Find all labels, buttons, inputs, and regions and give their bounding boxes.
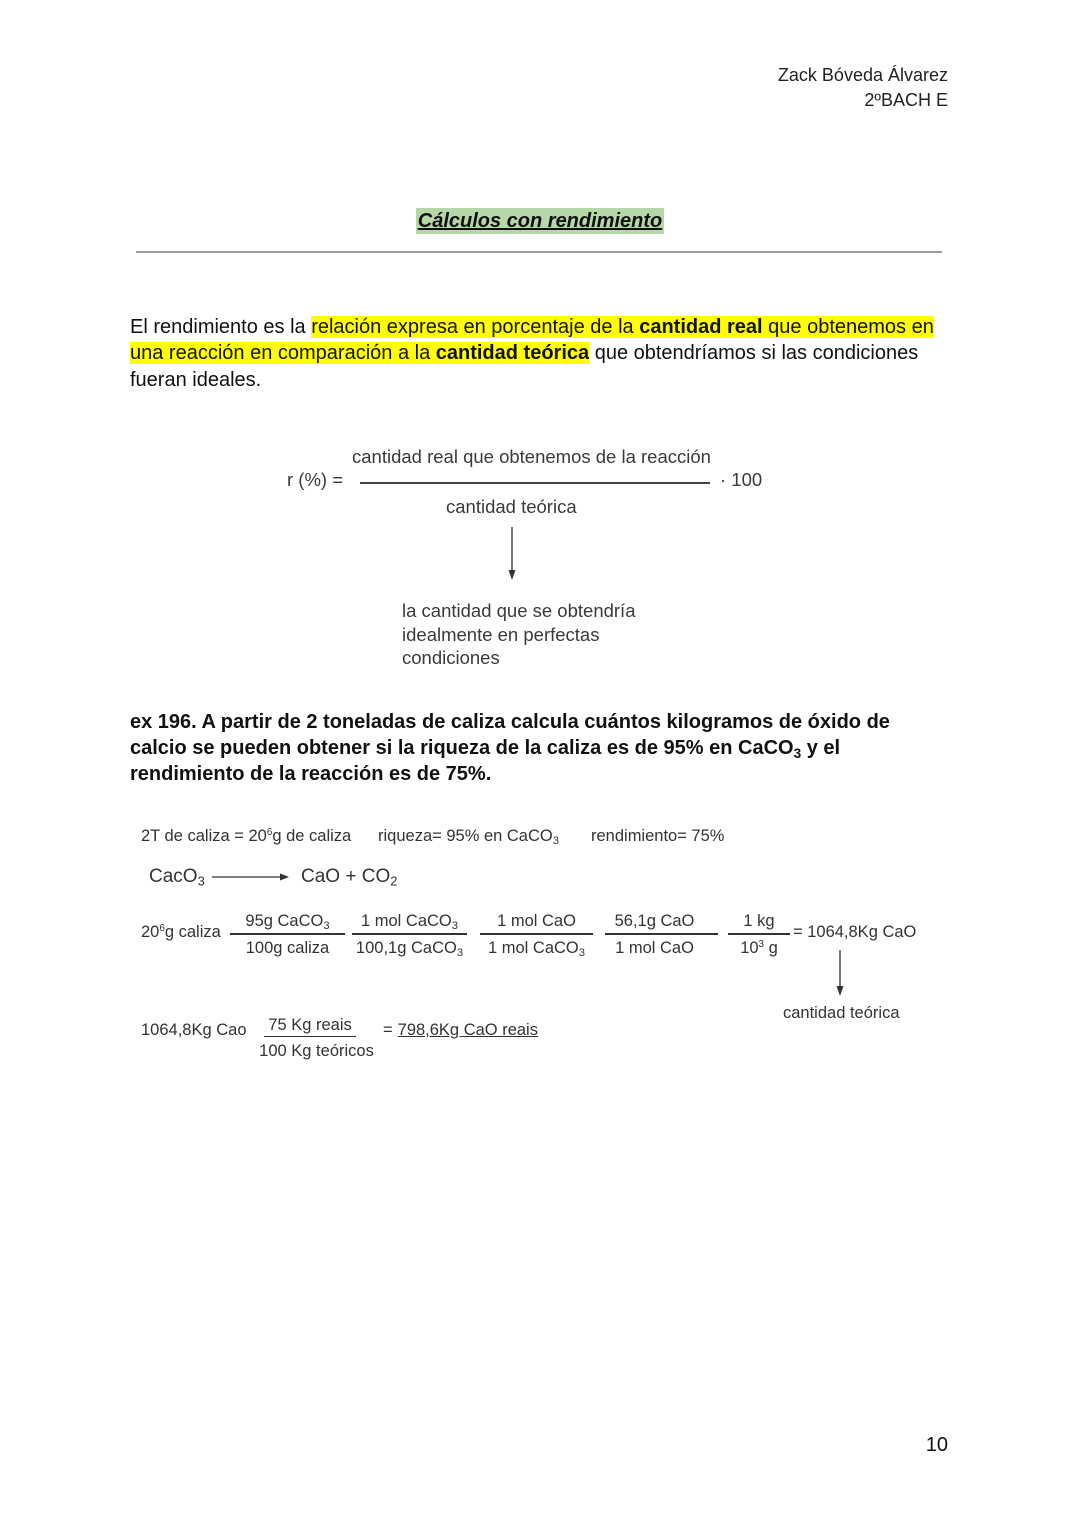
- reaction-reactant: [149, 865, 205, 889]
- factor-denominator-subscript: 3: [578, 946, 586, 959]
- factor-denominator: [728, 937, 790, 959]
- formula-lhs: r (%) =: [287, 469, 344, 490]
- formula-factor: · 100: [720, 469, 763, 490]
- factor-denominator-subscript: 3: [456, 946, 464, 959]
- chain-start-exponent: 6: [159, 923, 165, 935]
- formula-arrow-icon: [509, 527, 516, 580]
- reactant-subscript: 3: [197, 873, 205, 889]
- factor-numerator: 1 mol CaO: [497, 912, 576, 930]
- reaction-products: [301, 865, 397, 889]
- factor-numerator-text: 1 mol CaCO: [360, 912, 452, 930]
- page-number: 10: [925, 1434, 948, 1456]
- theoretical-arrow-icon: [837, 950, 844, 996]
- factor-numerator: [352, 910, 467, 932]
- factor-numerator-text: 95g CaCO: [245, 912, 324, 930]
- definition-highlight-a: relación expresa en porcentaje de la: [311, 316, 640, 338]
- reaction-arrow-icon: [212, 874, 289, 881]
- conversion-factor-molar-mass-caco3: [352, 910, 467, 959]
- factor-denominator: [352, 937, 467, 959]
- definition-line-3: [130, 367, 261, 393]
- factor-numerator: 56,1g CaO: [614, 912, 695, 930]
- conversion-factor-purity: [230, 910, 345, 959]
- exercise-line-2: [130, 735, 840, 761]
- author-name: Zack Bóveda Álvarez: [777, 65, 948, 85]
- conversion-factor-molar-mass-cao: [605, 910, 718, 959]
- factor-denominator: 100g caliza: [245, 938, 330, 957]
- given-mass: [141, 825, 351, 847]
- chain-start-value: 20: [141, 923, 160, 941]
- conversion-factor-stoichiometry: [480, 910, 593, 959]
- factor-denominator: [480, 937, 593, 959]
- factor-bar: [480, 933, 593, 935]
- factor-denominator-text: 1 mol CaCO: [487, 938, 579, 957]
- title-divider: [136, 251, 942, 253]
- products-subscript: 2: [390, 873, 398, 889]
- factor-denominator-unit: g: [764, 938, 778, 957]
- factor-numerator-subscript: 3: [451, 920, 459, 933]
- factor-denominator-text: 100,1g CaCO: [355, 938, 457, 957]
- factor-numerator-subscript: 3: [323, 920, 330, 933]
- factor-denominator-exponent: 3: [758, 938, 765, 950]
- exercise-line-1: ex 196. A partir de 2 toneladas de caliza calcula cuántos kilogramos de óxido de: [130, 711, 890, 733]
- products-formula: CaO + CO: [301, 866, 391, 887]
- definition-line-2: [130, 340, 918, 366]
- definition-intro: El rendimiento es la: [130, 316, 312, 338]
- yield-equals: =: [383, 1021, 393, 1039]
- yield-numerator: 75 Kg reais: [264, 1014, 356, 1037]
- definition-keyword-theoretical: cantidad teórica: [435, 342, 590, 364]
- factor-bar: [230, 933, 345, 935]
- formula-note-line-3: condiciones: [402, 647, 500, 668]
- factor-denominator-text: 10: [740, 938, 759, 957]
- yield-denominator: 100 Kg teóricos: [259, 1042, 374, 1060]
- definition-highlight-b: que obtenemos en: [762, 316, 934, 338]
- formula-denominator: cantidad teórica: [446, 496, 577, 517]
- definition-keyword-real: cantidad real: [639, 316, 763, 338]
- page-title: Cálculos con rendimiento: [417, 210, 663, 232]
- formula-note-line-2: idealmente en perfectas: [402, 624, 600, 645]
- conversion-factor-kg: [728, 910, 790, 959]
- chain-start: [141, 921, 221, 943]
- given-purity-subscript: 3: [552, 835, 559, 848]
- factor-denominator: 1 mol CaO: [615, 938, 694, 957]
- exercise-line-3: rendimiento de la reacción es de 75%.: [130, 763, 492, 785]
- given-purity: [378, 825, 559, 847]
- factor-bar: [352, 933, 467, 935]
- yield-start: 1064,8Kg Cao: [141, 1021, 247, 1039]
- exercise-line-2-text: calcio se pueden obtener si la riqueza de la caliza es de 95% en CaCO: [130, 737, 794, 759]
- definition-highlight-c: una reacción en comparación a la: [130, 342, 436, 364]
- yield-result-value: 798,6Kg CaO reais: [397, 1021, 538, 1039]
- course-label: 2ºBACH E: [864, 90, 948, 110]
- formula-note-line-1: la cantidad que se obtendría: [402, 600, 636, 621]
- chain-start-unit: g caliza: [164, 923, 221, 941]
- given-yield: rendimiento= 75%: [591, 827, 725, 845]
- reactant-formula: CacO: [149, 866, 198, 887]
- given-mass-exponent: 6: [266, 827, 273, 839]
- given-mass-unit: g de caliza: [272, 827, 352, 845]
- chain-result: = 1064,8Kg CaO: [793, 923, 917, 941]
- given-mass-text: 2T de caliza = 20: [141, 827, 267, 845]
- exercise-line-2-tail: y el: [801, 737, 841, 759]
- factor-numerator: 1 kg: [743, 912, 775, 930]
- given-purity-text: riqueza= 95% en CaCO: [378, 827, 553, 845]
- formula-fraction-bar: [360, 482, 710, 484]
- yield-result: [383, 1019, 538, 1041]
- definition-line-1: [130, 314, 934, 340]
- factor-bar: [728, 933, 790, 935]
- yield-fraction: [258, 1014, 375, 1064]
- definition-rest: que obtendríamos si las condiciones: [589, 342, 919, 364]
- exercise-subscript: 3: [793, 745, 802, 761]
- formula-numerator: cantidad real que obtenemos de la reacción: [352, 446, 711, 467]
- theoretical-amount-label: cantidad teórica: [783, 1004, 900, 1022]
- definition-end: fueran ideales.: [130, 369, 262, 391]
- factor-numerator: [230, 910, 345, 932]
- factor-bar: [605, 933, 718, 935]
- title-row: [0, 208, 1080, 234]
